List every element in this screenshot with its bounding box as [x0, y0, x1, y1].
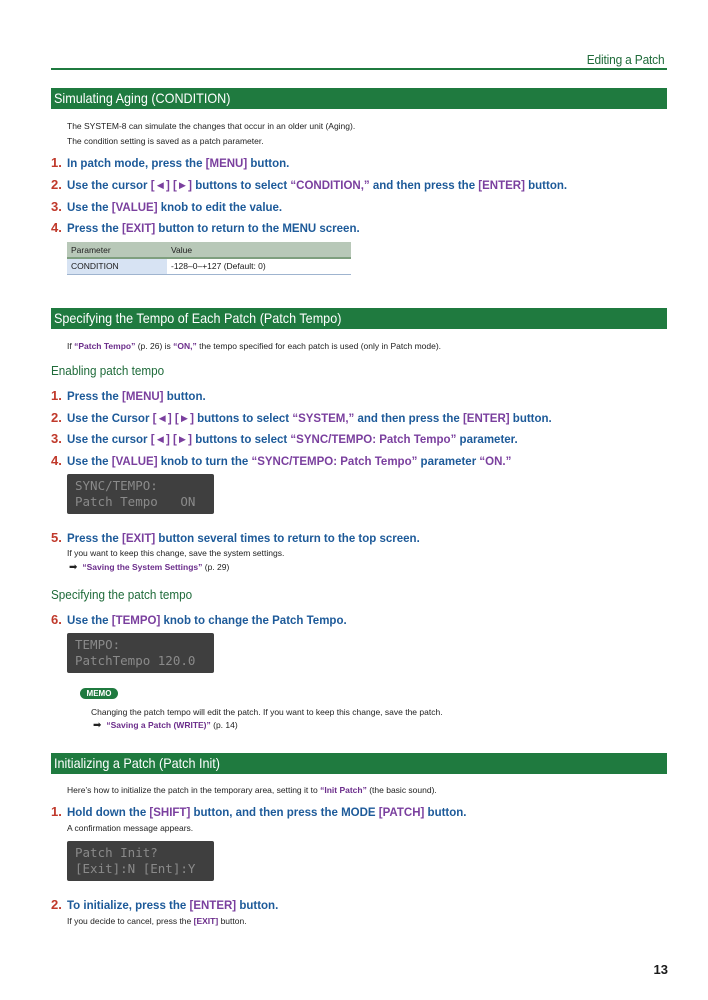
step-keyword: [MENU] [121, 391, 164, 403]
parameter-table [67, 242, 351, 275]
step-text: knob to turn the [157, 456, 252, 468]
step-text: buttons to select [192, 434, 291, 446]
step-text: Use the [67, 456, 112, 468]
step-text: button several times to return to the top screen. [155, 533, 420, 545]
step-keyword: [EXIT] [121, 533, 156, 545]
step-text: button. [509, 413, 552, 425]
arrow-right-icon: ➡ [69, 562, 78, 573]
step-instruction [51, 612, 347, 629]
step-instruction [51, 410, 552, 427]
step-keyword: [ENTER] [478, 180, 525, 192]
arrow-right-icon: ➡ [93, 720, 102, 731]
step-text: In patch mode, press the [67, 158, 206, 170]
step-text: parameter. [456, 434, 518, 446]
section-title-patch-init: Initializing a Patch (Patch Init) [51, 753, 667, 774]
step-instruction [51, 431, 518, 448]
table-cell-value: -128–0–+127 (Default: 0) [167, 258, 351, 274]
step-keyword: [ENTER] [189, 900, 237, 912]
step-text: Press the [67, 533, 122, 545]
step-keyword: [EXIT] [121, 223, 156, 235]
step-text: Use the cursor [67, 434, 151, 446]
step-number: 1. [51, 804, 62, 819]
step-text: Use the cursor [67, 180, 151, 192]
running-header: Editing a Patch [586, 52, 664, 67]
step-text: button. [236, 900, 279, 912]
step-instruction [51, 199, 282, 216]
step-text: and then press the [354, 413, 463, 425]
step-instruction [51, 220, 360, 237]
step-number: 2. [51, 177, 62, 192]
step-text: Press the [67, 391, 122, 403]
saving-patch-link[interactable]: “Saving a Patch (WRITE)” [106, 720, 211, 730]
step-instruction [51, 388, 206, 405]
step-instruction [51, 804, 467, 821]
step-number: 2. [51, 410, 62, 425]
step-keyword: [TEMPO] [111, 615, 161, 627]
init-patch-link[interactable]: “Init Patch” [320, 785, 367, 795]
step-keyword: [◄] [►] [150, 180, 193, 192]
step-text: button. [424, 807, 467, 819]
lcd-display-sync-tempo: SYNC/TEMPO: Patch Tempo ON [67, 474, 214, 514]
step-number: 6. [51, 612, 62, 627]
step-number: 2. [51, 897, 62, 912]
page-number: 13 [653, 962, 668, 977]
step-keyword: “SYNC/TEMPO: Patch Tempo” [290, 434, 457, 446]
init-step2-note: If you decide to cancel, press the [EXIT] button. [67, 916, 247, 926]
step-keyword: [PATCH] [378, 807, 425, 819]
step-number: 5. [51, 530, 62, 545]
step-keyword: [SHIFT] [149, 807, 191, 819]
step-text: button to return to the MENU screen. [155, 223, 360, 235]
init-intro: Here’s how to initialize the patch in the temporary area, setting it to “Init Patch” (the basic sound). [67, 785, 437, 795]
section-title-patch-tempo: Specifying the Tempo of Each Patch (Patch Tempo) [51, 308, 667, 329]
step-instruction [51, 155, 289, 172]
table-header-parameter: Parameter [67, 242, 167, 258]
step-keyword: [ENTER] [462, 413, 510, 425]
step-keyword: [MENU] [205, 158, 248, 170]
table-cell-parameter: CONDITION [67, 258, 167, 274]
step-text: To initialize, press the [67, 900, 190, 912]
step-text: Use the [67, 202, 112, 214]
step-text: Press the [67, 223, 122, 235]
saving-system-settings-link[interactable]: “Saving the System Settings” [82, 562, 203, 572]
step-keyword: [VALUE] [111, 456, 158, 468]
step-keyword: “SYSTEM,” [292, 413, 355, 425]
step-keyword: [◄] [►] [152, 413, 194, 425]
lcd-display-tempo: TEMPO: PatchTempo 120.0 [67, 633, 214, 673]
memo-text: Changing the patch tempo will edit the patch. If you want to keep this change, save the patch. [91, 707, 443, 717]
step-text: Use the Cursor [67, 413, 153, 425]
condition-intro-1: The SYSTEM-8 can simulate the changes that occur in an older unit (Aging). [67, 121, 356, 131]
lcd-display-patch-init: Patch Init? [Exit]:N [Ent]:Y [67, 841, 214, 881]
condition-intro-2: The condition setting is saved as a patch parameter. [67, 136, 264, 146]
step-text: knob to change the Patch Tempo. [160, 615, 347, 627]
step-text: button. [524, 180, 568, 192]
tempo-intro: If “Patch Tempo” (p. 26) is “ON,” the tempo specified for each patch is used (only in Patch mode). [67, 341, 442, 351]
table-header-value: Value [167, 242, 351, 258]
step-number: 3. [51, 431, 62, 446]
step-keyword: “SYNC/TEMPO: Patch Tempo” [251, 456, 418, 468]
step-keyword: [◄] [►] [150, 434, 193, 446]
step-keyword: “ON.” [479, 456, 512, 468]
step-number: 1. [51, 155, 62, 170]
step-number: 3. [51, 199, 62, 214]
step5-note: If you want to keep this change, save the system settings. [67, 548, 285, 558]
step-keyword: “CONDITION,” [290, 180, 370, 192]
step-text: and then press the [369, 180, 479, 192]
table-row [67, 258, 351, 274]
step-text: button, and then press the MODE [190, 807, 379, 819]
step-number: 4. [51, 220, 62, 235]
step-text: Hold down the [67, 807, 150, 819]
init-step1-note: A confirmation message appears. [67, 823, 194, 833]
step-instruction [51, 177, 567, 194]
step-text: buttons to select [192, 180, 291, 192]
step-number: 1. [51, 388, 62, 403]
step-text: Use the [67, 615, 112, 627]
save-patch-reference: ➡ “Saving a Patch (WRITE)” (p. 14) [93, 720, 238, 731]
system-settings-reference: ➡ “Saving the System Settings” (p. 29) [69, 562, 230, 573]
step-keyword: [VALUE] [111, 202, 158, 214]
step-instruction [51, 530, 420, 547]
step-instruction [51, 453, 511, 470]
step-text: buttons to select [193, 413, 293, 425]
header-divider [51, 68, 667, 70]
step-text: knob to edit the value. [157, 202, 283, 214]
memo-badge: MEMO [80, 688, 118, 699]
step-text: button. [163, 391, 206, 403]
step-instruction [51, 897, 278, 914]
subheading-enabling-patch-tempo: Enabling patch tempo [51, 363, 165, 378]
step-text: parameter [417, 456, 480, 468]
subheading-specifying-patch-tempo: Specifying the patch tempo [51, 587, 193, 602]
step-number: 4. [51, 453, 62, 468]
patch-tempo-link[interactable]: “Patch Tempo” [74, 341, 136, 351]
section-title-condition: Simulating Aging (CONDITION) [51, 88, 667, 109]
step-text: button. [247, 158, 290, 170]
